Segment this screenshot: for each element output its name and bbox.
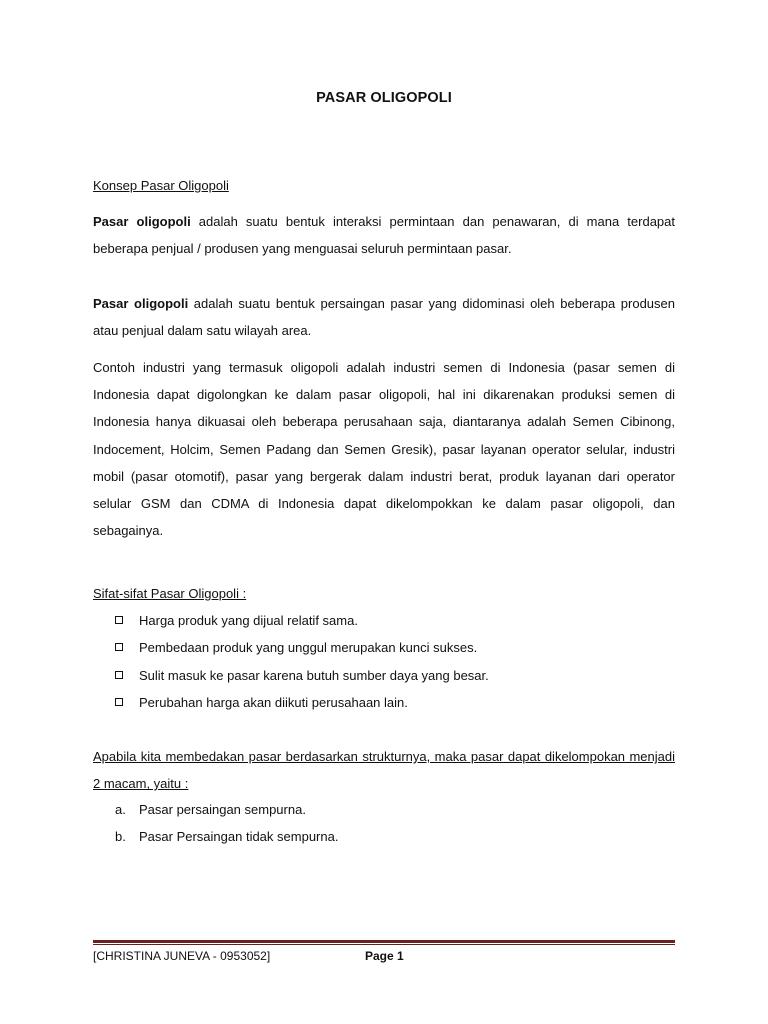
list-item-text: Pasar persaingan sempurna. — [139, 802, 306, 817]
footer-rule-thin — [93, 944, 675, 945]
list-item-text: Sulit masuk ke pasar karena butuh sumber daya yang besar. — [139, 667, 489, 683]
struktur-paragraph — [93, 743, 675, 797]
list-item — [93, 689, 675, 716]
list-item — [93, 823, 675, 850]
struktur-list — [93, 796, 675, 851]
definition-term: Pasar oligopoli — [93, 214, 191, 229]
list-item-text: Perubahan harga akan diikuti perusahaan lain. — [139, 695, 408, 711]
footer-page-number: Page 1 — [365, 949, 404, 963]
definition-text: adalah suatu bentuk persaingan pasar yang didominasi oleh beberapa produsen atau penjual dalam satu wilayah area. — [93, 296, 675, 339]
list-marker: a. — [115, 802, 126, 817]
list-item — [93, 607, 675, 634]
definition-paragraph-1 — [93, 208, 675, 262]
document-title: PASAR OLIGOPOLI — [316, 90, 452, 106]
footer-author: [CHRISTINA JUNEVA - 0953052] — [93, 949, 271, 963]
checkbox-bullet-icon — [115, 643, 123, 651]
checkbox-bullet-icon — [115, 616, 123, 624]
definition-term: Pasar oligopoli — [93, 296, 189, 311]
list-item-text: Harga produk yang dijual relatif sama. — [139, 613, 358, 628]
list-item-text: Pasar Persaingan tidak sempurna. — [139, 829, 339, 845]
footer-rule — [93, 940, 675, 943]
list-marker: b. — [115, 829, 126, 845]
checkbox-bullet-icon — [115, 698, 123, 706]
sifat-list — [93, 607, 675, 717]
checkbox-bullet-icon — [115, 671, 123, 679]
contoh-paragraph — [93, 354, 675, 544]
definition-text: adalah suatu bentuk interaksi permintaan dan penawaran, di mana terdapat beberapa penjual / produsen yang menguasai seluruh permintaan pasar. — [93, 214, 676, 257]
list-item — [93, 662, 675, 689]
contoh-text: Contoh industri yang termasuk oligopoli adalah industri semen di Indonesia (pasar semen di Indonesia dapat digolongkan ke dalam pasar oligopoli, hal ini dikarenakan produksi semen di Indonesia hanya dikuasai oleh beberapa perusahaan saja, diantaranya adalah Semen Cibinong, Indocement, Holcim, Semen Padang dan Semen Gresik), pasar layanan operator selular, industri mobil (pasar otomotif), pasar yang bergerak dalam industri berat, produk layanan dari operator selular GSM dan CDMA di Indonesia dapat dikelompokkan ke dalam pasar oligopoli, dan sebagainya. — [93, 360, 675, 539]
list-item — [93, 634, 675, 661]
list-item — [93, 796, 675, 823]
definition-paragraph-2 — [93, 290, 675, 344]
sifat-heading: Sifat-sifat Pasar Oligopoli : — [93, 586, 247, 601]
struktur-text: Apabila kita membedakan pasar berdasarkan strukturnya, maka pasar dapat dikelompokan menjadi 2 macam, yaitu : — [93, 749, 675, 792]
list-item-text: Pembedaan produk yang unggul merupakan kunci sukses. — [139, 640, 478, 656]
konsep-heading: Konsep Pasar Oligopoli — [93, 178, 229, 193]
